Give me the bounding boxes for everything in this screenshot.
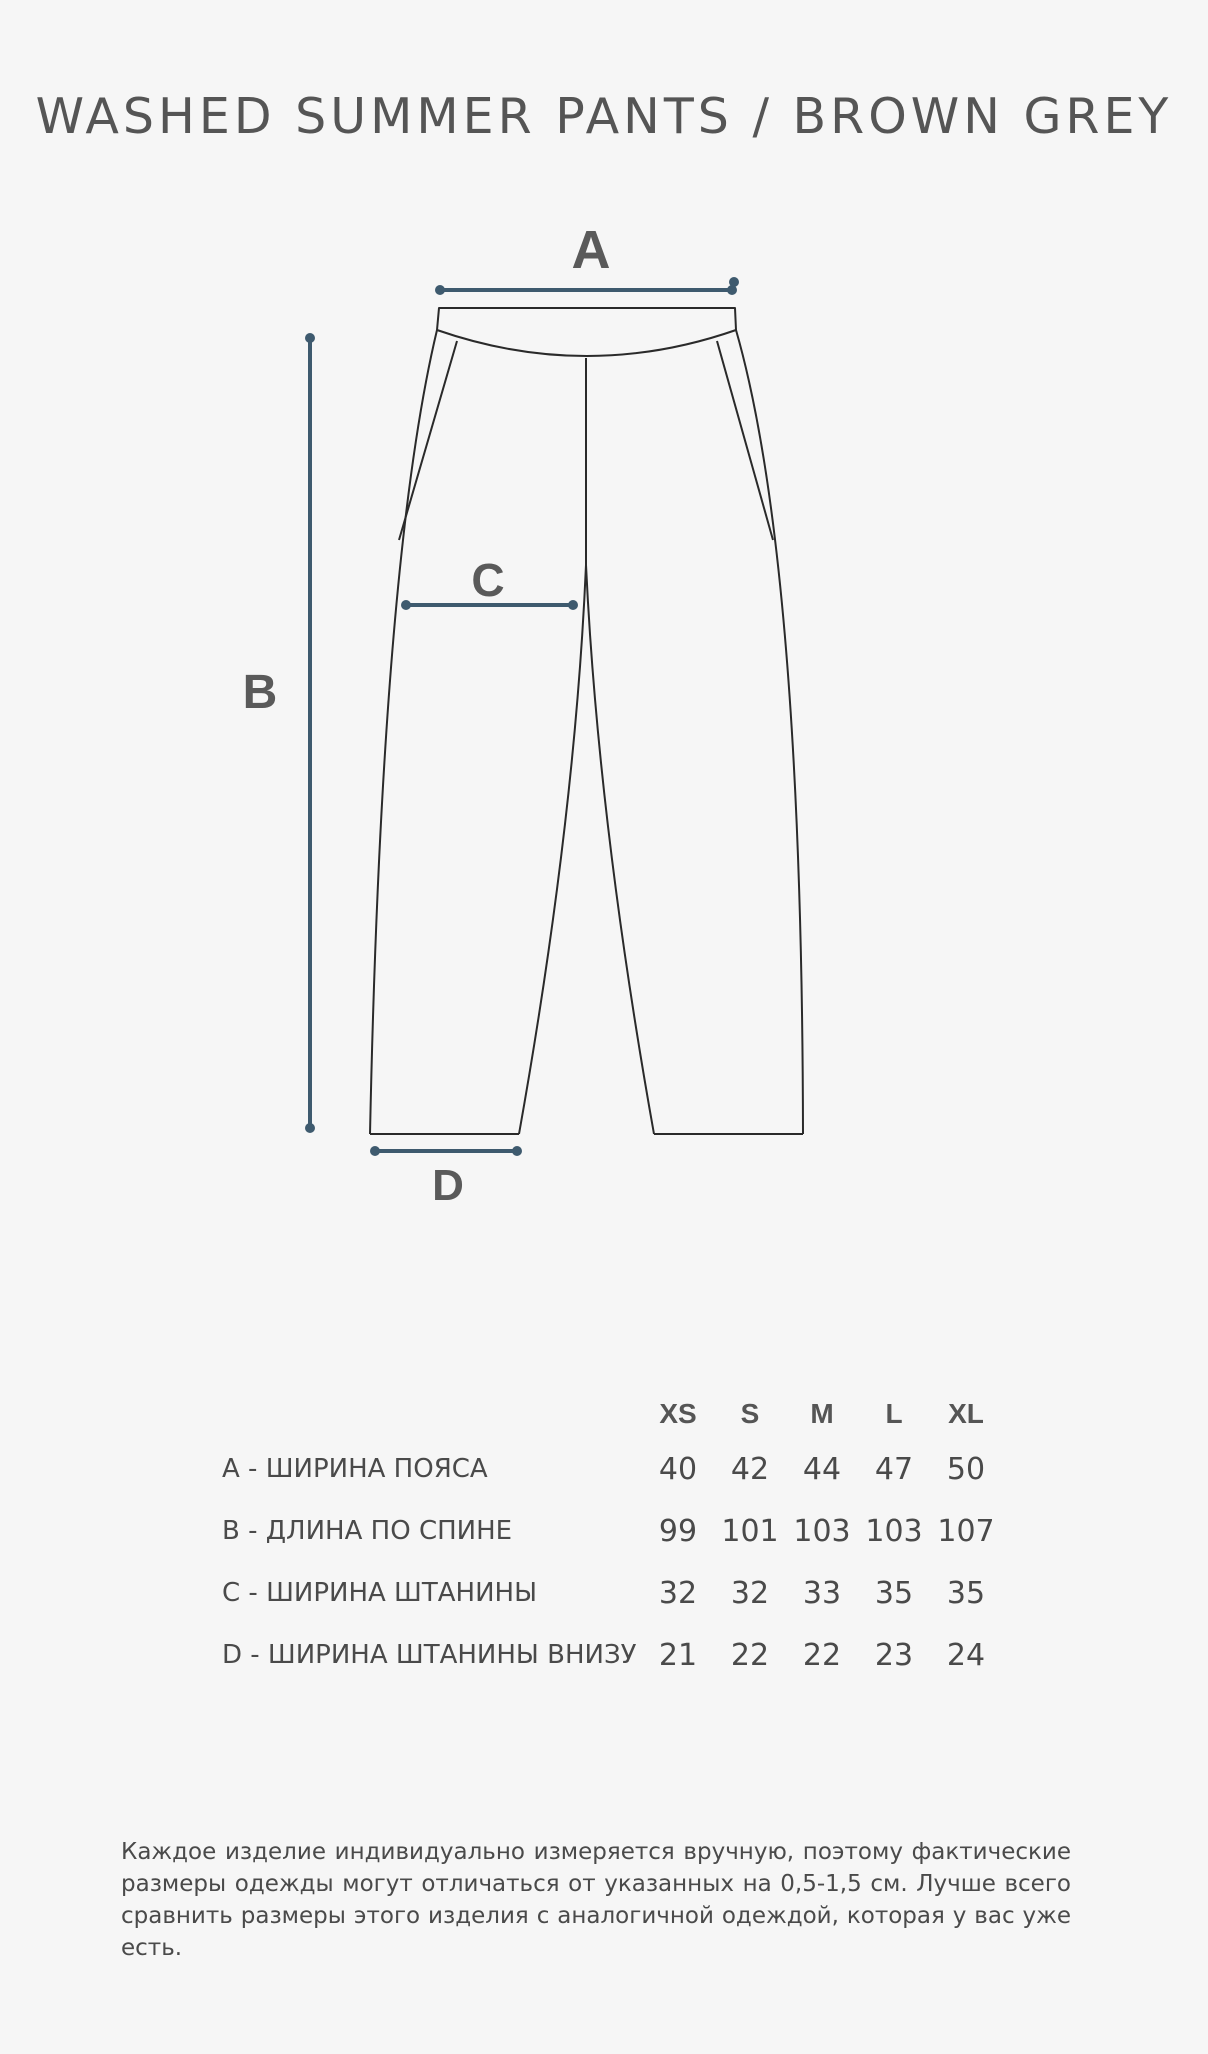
waistband	[437, 308, 736, 356]
table-cell: 35	[874, 1575, 914, 1611]
page-title: WASHED SUMMER PANTS / BROWN GREY	[35, 88, 1173, 145]
dimension-b-end	[305, 1123, 315, 1133]
table-cell: 44	[802, 1451, 842, 1487]
dimension-a-end-top	[729, 277, 739, 287]
table-cell: 40	[658, 1451, 698, 1487]
dimension-a-label: A	[571, 220, 611, 280]
dimension-b-start	[305, 333, 315, 343]
row-label-d: D - ШИРИНА ШТАНИНЫ ВНИЗУ	[222, 1640, 637, 1670]
right-outer-seam	[736, 330, 803, 1134]
size-header-row	[222, 1390, 1002, 1438]
right-pocket	[717, 341, 773, 540]
row-label-a: A - ШИРИНА ПОЯСА	[222, 1454, 488, 1484]
size-header-l: L	[885, 1398, 903, 1429]
size-header-spacer	[222, 1390, 642, 1438]
size-header-xs: XS	[659, 1398, 697, 1429]
dimension-c-end	[568, 600, 578, 610]
dimension-lines	[305, 277, 739, 1156]
pants-outline	[370, 308, 803, 1134]
table-row	[222, 1562, 1002, 1624]
dimension-d-start	[370, 1146, 380, 1156]
dimension-b-label: B	[242, 666, 278, 719]
dimension-d-label: D	[432, 1161, 464, 1210]
size-header-m: M	[810, 1398, 834, 1429]
table-cell: 22	[730, 1637, 770, 1673]
row-label-c: C - ШИРИНА ШТАНИНЫ	[222, 1578, 538, 1608]
table-cell: 42	[730, 1451, 770, 1487]
table-cell: 24	[946, 1637, 986, 1673]
left-outer-seam	[370, 330, 437, 1134]
right-inseam	[586, 565, 654, 1134]
table-cell: 99	[658, 1513, 698, 1549]
measurement-disclaimer: Каждое изделие индивидуально измеряется вручную, поэтому фактические размеры одежды могут отличаться от указанных на 0,5-1,5 см. Лучше всего сравнить размеры этого изделия с аналогичной одеждой, которая у вас уже есть.	[121, 1839, 1071, 1961]
size-table	[222, 1390, 1002, 1686]
table-cell: 23	[874, 1637, 914, 1673]
left-inseam	[519, 565, 586, 1134]
table-row	[222, 1624, 1002, 1686]
table-cell: 33	[802, 1575, 842, 1611]
table-cell: 47	[874, 1451, 914, 1487]
size-header-s: S	[740, 1398, 760, 1429]
table-cell: 103	[865, 1513, 923, 1549]
table-cell: 32	[658, 1575, 698, 1611]
table-cell: 101	[721, 1513, 779, 1549]
size-header-xl: XL	[948, 1398, 984, 1429]
dimension-d-end	[512, 1146, 522, 1156]
table-row	[222, 1500, 1002, 1562]
table-cell: 103	[793, 1513, 851, 1549]
dimension-a-start	[435, 285, 445, 295]
table-cell: 35	[946, 1575, 986, 1611]
table-cell: 22	[802, 1637, 842, 1673]
table-cell: 107	[937, 1513, 995, 1549]
dimension-c-label: C	[471, 554, 505, 606]
table-cell: 21	[658, 1637, 698, 1673]
row-label-b: B - ДЛИНА ПО СПИНЕ	[222, 1516, 513, 1546]
table-cell: 32	[730, 1575, 770, 1611]
table-row	[222, 1438, 1002, 1500]
dimension-c-start	[401, 600, 411, 610]
table-cell: 50	[946, 1451, 986, 1487]
